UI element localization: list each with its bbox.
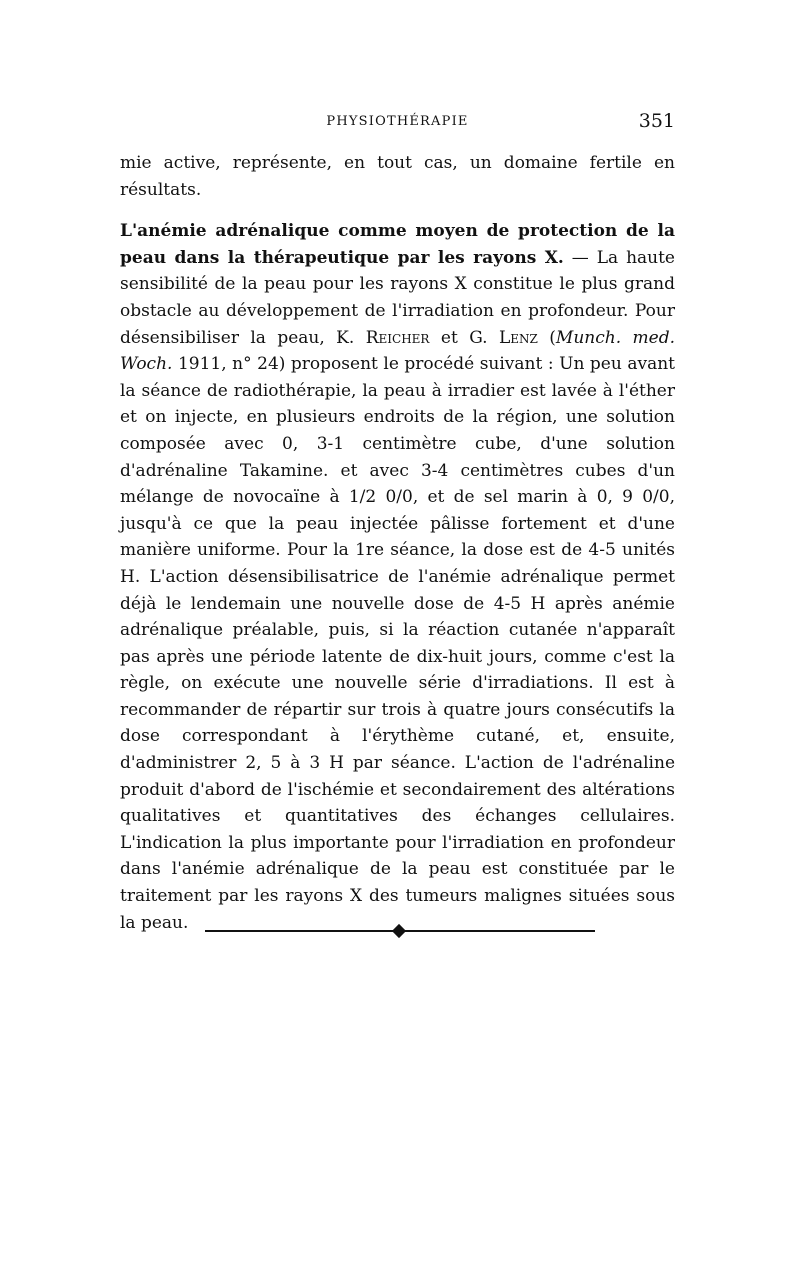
running-title: PHYSIOTHÉRAPIE bbox=[326, 114, 469, 129]
ornamental-divider bbox=[205, 925, 595, 937]
page-number: 351 bbox=[638, 110, 675, 132]
author-name-lenz: Lenz bbox=[498, 327, 538, 348]
section-paragraph bbox=[120, 218, 675, 936]
journal-title: Munch. med. Woch. bbox=[120, 327, 675, 375]
section-text-part-3: ( bbox=[537, 327, 556, 348]
paragraph-gap bbox=[120, 203, 675, 218]
running-head bbox=[120, 110, 675, 134]
body-text bbox=[120, 150, 675, 936]
continuation-paragraph: mie active, représente, en tout cas, un domaine fertile en résultats. bbox=[120, 153, 675, 200]
diamond-ornament-icon bbox=[392, 924, 406, 938]
section-text-part-2: et G. bbox=[429, 327, 499, 348]
divider-line-left bbox=[205, 930, 395, 932]
section-heading: L'anémie adrénalique comme moyen de protection de la peau dans la thérapeutique par les rayons X. bbox=[120, 221, 675, 268]
section-text-part-1: — La haute sensibilité de la peau pour les rayons X constitue le plus grand obstacle au développement de l'irradiation en profondeur. Pour désensibiliser la peau, K. bbox=[120, 247, 675, 348]
section-text-part-4: 1911, n° 24) proposent le procédé suivant : Un peu avant la séance de radiothérapie, la peau à irradier est lavée à l'éther et on injecte, en plusieurs endroits de la région, une solution composée avec 0, 3-1 centimètre cube, d'une solution d'adrénaline Takamine. et avec 3-4 centimètres cubes d'un mélange de novocaïne à 1/2 0/0, et de sel marin à 0, 9 0/0, jusqu'à ce que la peau injectée pâlisse fortement et d'une manière uniforme. Pour la 1re séance, la dose est de 4-5 unités H. L'action désensibilisatrice de l'anémie adrénalique permet déjà le lendemain une nouvelle dose de 4-5 H après anémie adrénalique préalable, puis, si la réaction cutanée n'apparaît pas après une période latente de dix-huit jours, comme c'est la règle, on exécute une nouvelle série d'irradiations. Il est à recommander de répartir sur trois à quatre jours consécutifs la dose correspondant à l'érythème cutané, et, ensuite, d'administrer 2, 5 à 3 H par séance. L'action de l'adrénaline produit d'abord de l'ischémie et secondairement des altérations qualitatives et quantitatives des échanges cellulaires. L'indication la plus importante pour l'irradiation en profondeur dans l'anémie adrénalique de la peau est constituée par le traitement par les rayons X des tumeurs malignes situées sous la peau. bbox=[120, 354, 675, 933]
author-name-reicher: Reicher bbox=[365, 327, 430, 348]
divider-line-right bbox=[405, 930, 595, 932]
